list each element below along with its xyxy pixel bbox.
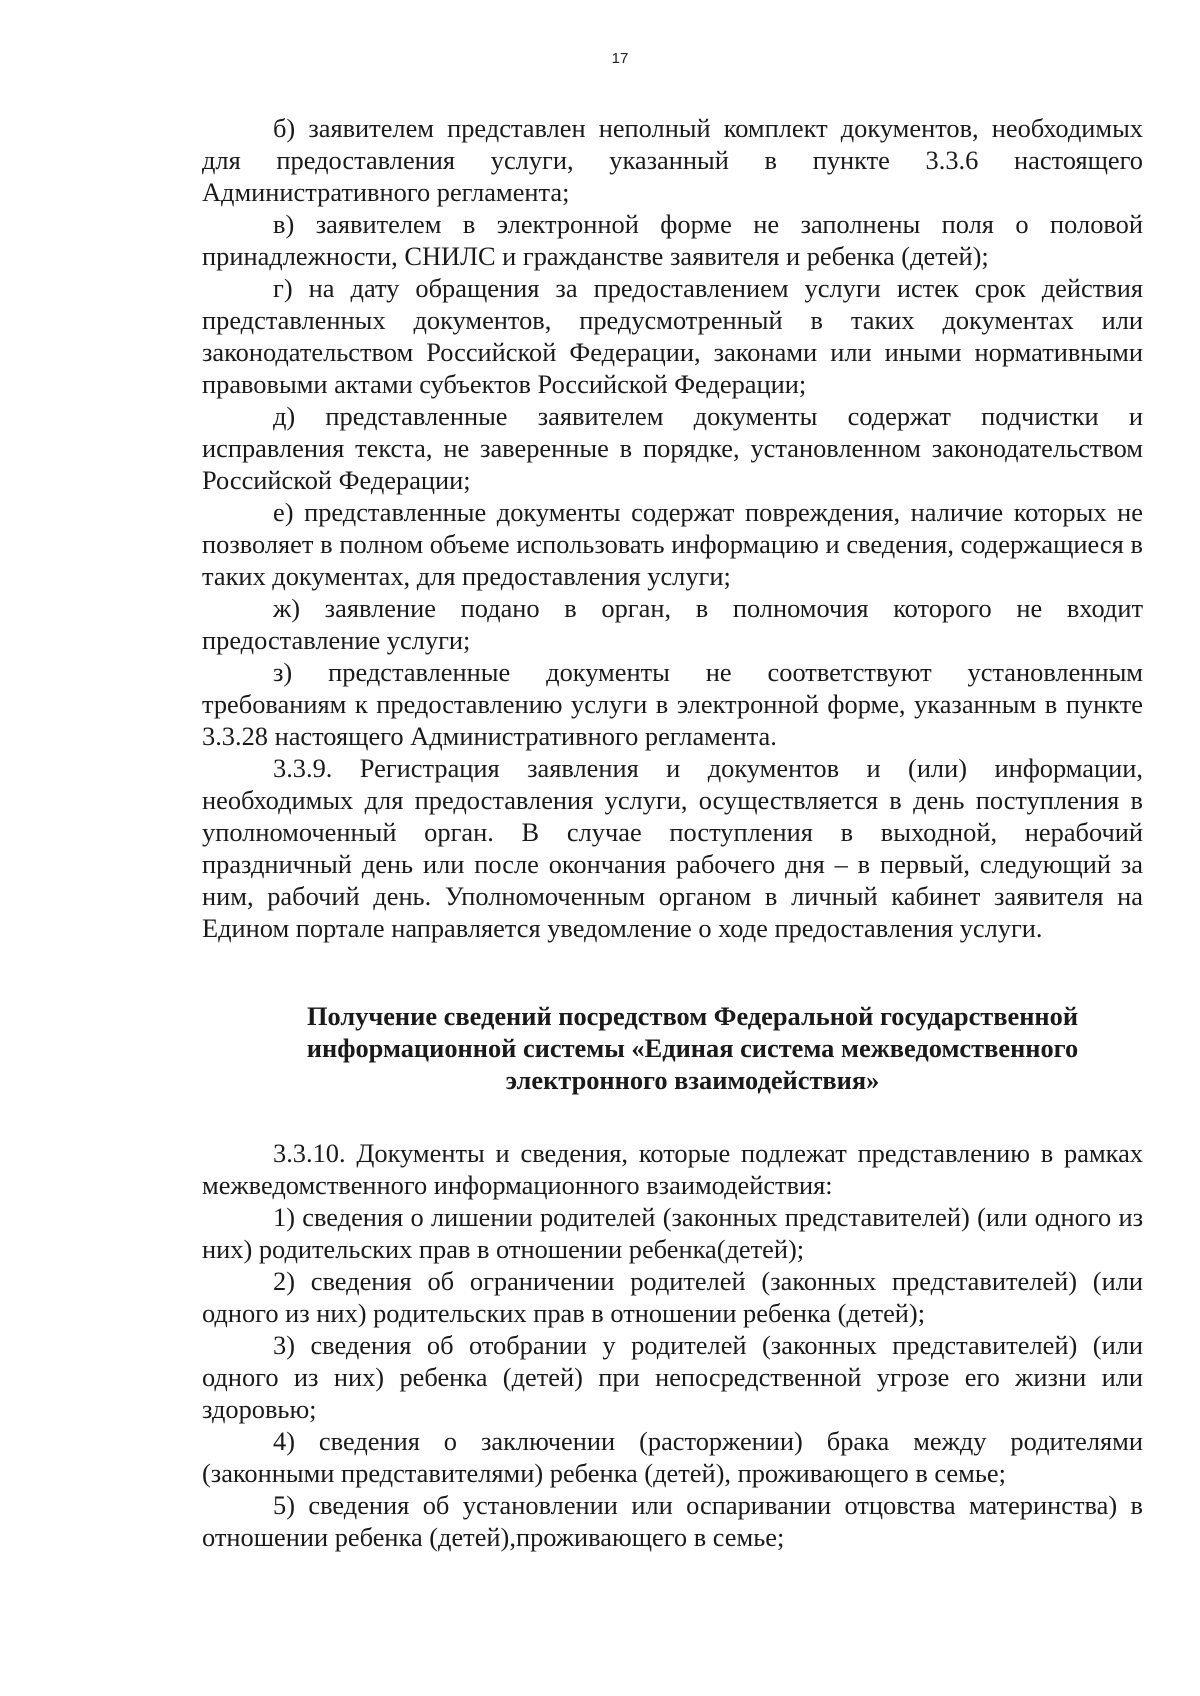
paragraph-item-zh: ж) заявление подано в орган, в полномочия которого не входит предоставление услуги; bbox=[202, 593, 1143, 655]
section-heading-line: электронного взаимодействия» bbox=[505, 1065, 880, 1095]
paragraph-item-z: з) представленные документы не соответствуют установленным требованиям к предоставлению услуги в электронной форме, указанным в пункте 3.3.28 настоящего Административного регламента. bbox=[202, 657, 1143, 751]
paragraph-3-3-10: 3.3.10. Документы и сведения, которые подлежат представлению в рамках межведомственного информационного взаимодействия: bbox=[202, 1138, 1143, 1200]
paragraph-item-d: д) представленные заявителем документы содержат подчистки и исправления текста, не заверенные в порядке, установленном законодательством Российской Федерации; bbox=[202, 401, 1143, 495]
paragraph-list-item-4: 4) сведения о заключении (расторжении) брака между родителями (законными представителями) ребенка (детей), проживающего в семье; bbox=[202, 1426, 1143, 1488]
paragraph-list-item-1: 1) сведения о лишении родителей (законных представителей) (или одного из них) родительских прав в отношении ребенка(детей); bbox=[202, 1202, 1143, 1264]
paragraph-item-g: г) на дату обращения за предоставлением услуги истек срок действия представленных документов, предусмотренный в таких документах или законодательством Российской Федерации, законами или иными нормативными правовыми актами субъектов Российской Федерации; bbox=[202, 273, 1143, 399]
paragraph-item-e: е) представленные документы содержат повреждения, наличие которых не позволяет в полном объеме использовать информацию и сведения, содержащиеся в таких документах, для предоставления услуги; bbox=[202, 497, 1143, 591]
section-heading-line: информационной системы «Единая система межведомственного bbox=[306, 1033, 1079, 1063]
paragraph-list-item-5: 5) сведения об установлении или оспаривании отцовства материнства) в отношении ребенка (детей),проживающего в семье; bbox=[202, 1490, 1143, 1552]
paragraph-list-item-3: 3) сведения об отобрании у родителей (законных представителей) (или одного из них) ребенка (детей) при непосредственной угрозе его жизни или здоровью; bbox=[202, 1330, 1143, 1424]
paragraph-3-3-9: 3.3.9. Регистрация заявления и документов и (или) информации, необходимых для предоставления услуги, осуществляется в день поступления в уполномоченный орган. В случае поступления в выходной, нерабочий праздничный день или после окончания рабочего дня – в первый, следующий за ним, рабочий день. Уполномоченным органом в личный кабинет заявителя на Едином портале направляется уведомление о ходе предоставления услуги. bbox=[202, 753, 1143, 943]
paragraph-item-b: б) заявителем представлен неполный комплект документов, необходимых для предоставления услуги, указанный в пункте 3.3.6 настоящего Административного регламента; bbox=[202, 113, 1143, 207]
paragraph-list-item-2: 2) сведения об ограничении родителей (законных представителей) (или одного из них) родительских прав в отношении ребенка (детей); bbox=[202, 1266, 1143, 1328]
page-content bbox=[202, 112, 1143, 1553]
page-number: 17 bbox=[611, 50, 629, 67]
section-heading-line: Получение сведений посредством Федеральной государственной bbox=[306, 1001, 1079, 1031]
paragraph-item-v: в) заявителем в электронной форме не заполнены поля о половой принадлежности, СНИЛС и гражданстве заявителя и ребенка (детей); bbox=[202, 209, 1143, 271]
section-heading bbox=[202, 1000, 1143, 1096]
